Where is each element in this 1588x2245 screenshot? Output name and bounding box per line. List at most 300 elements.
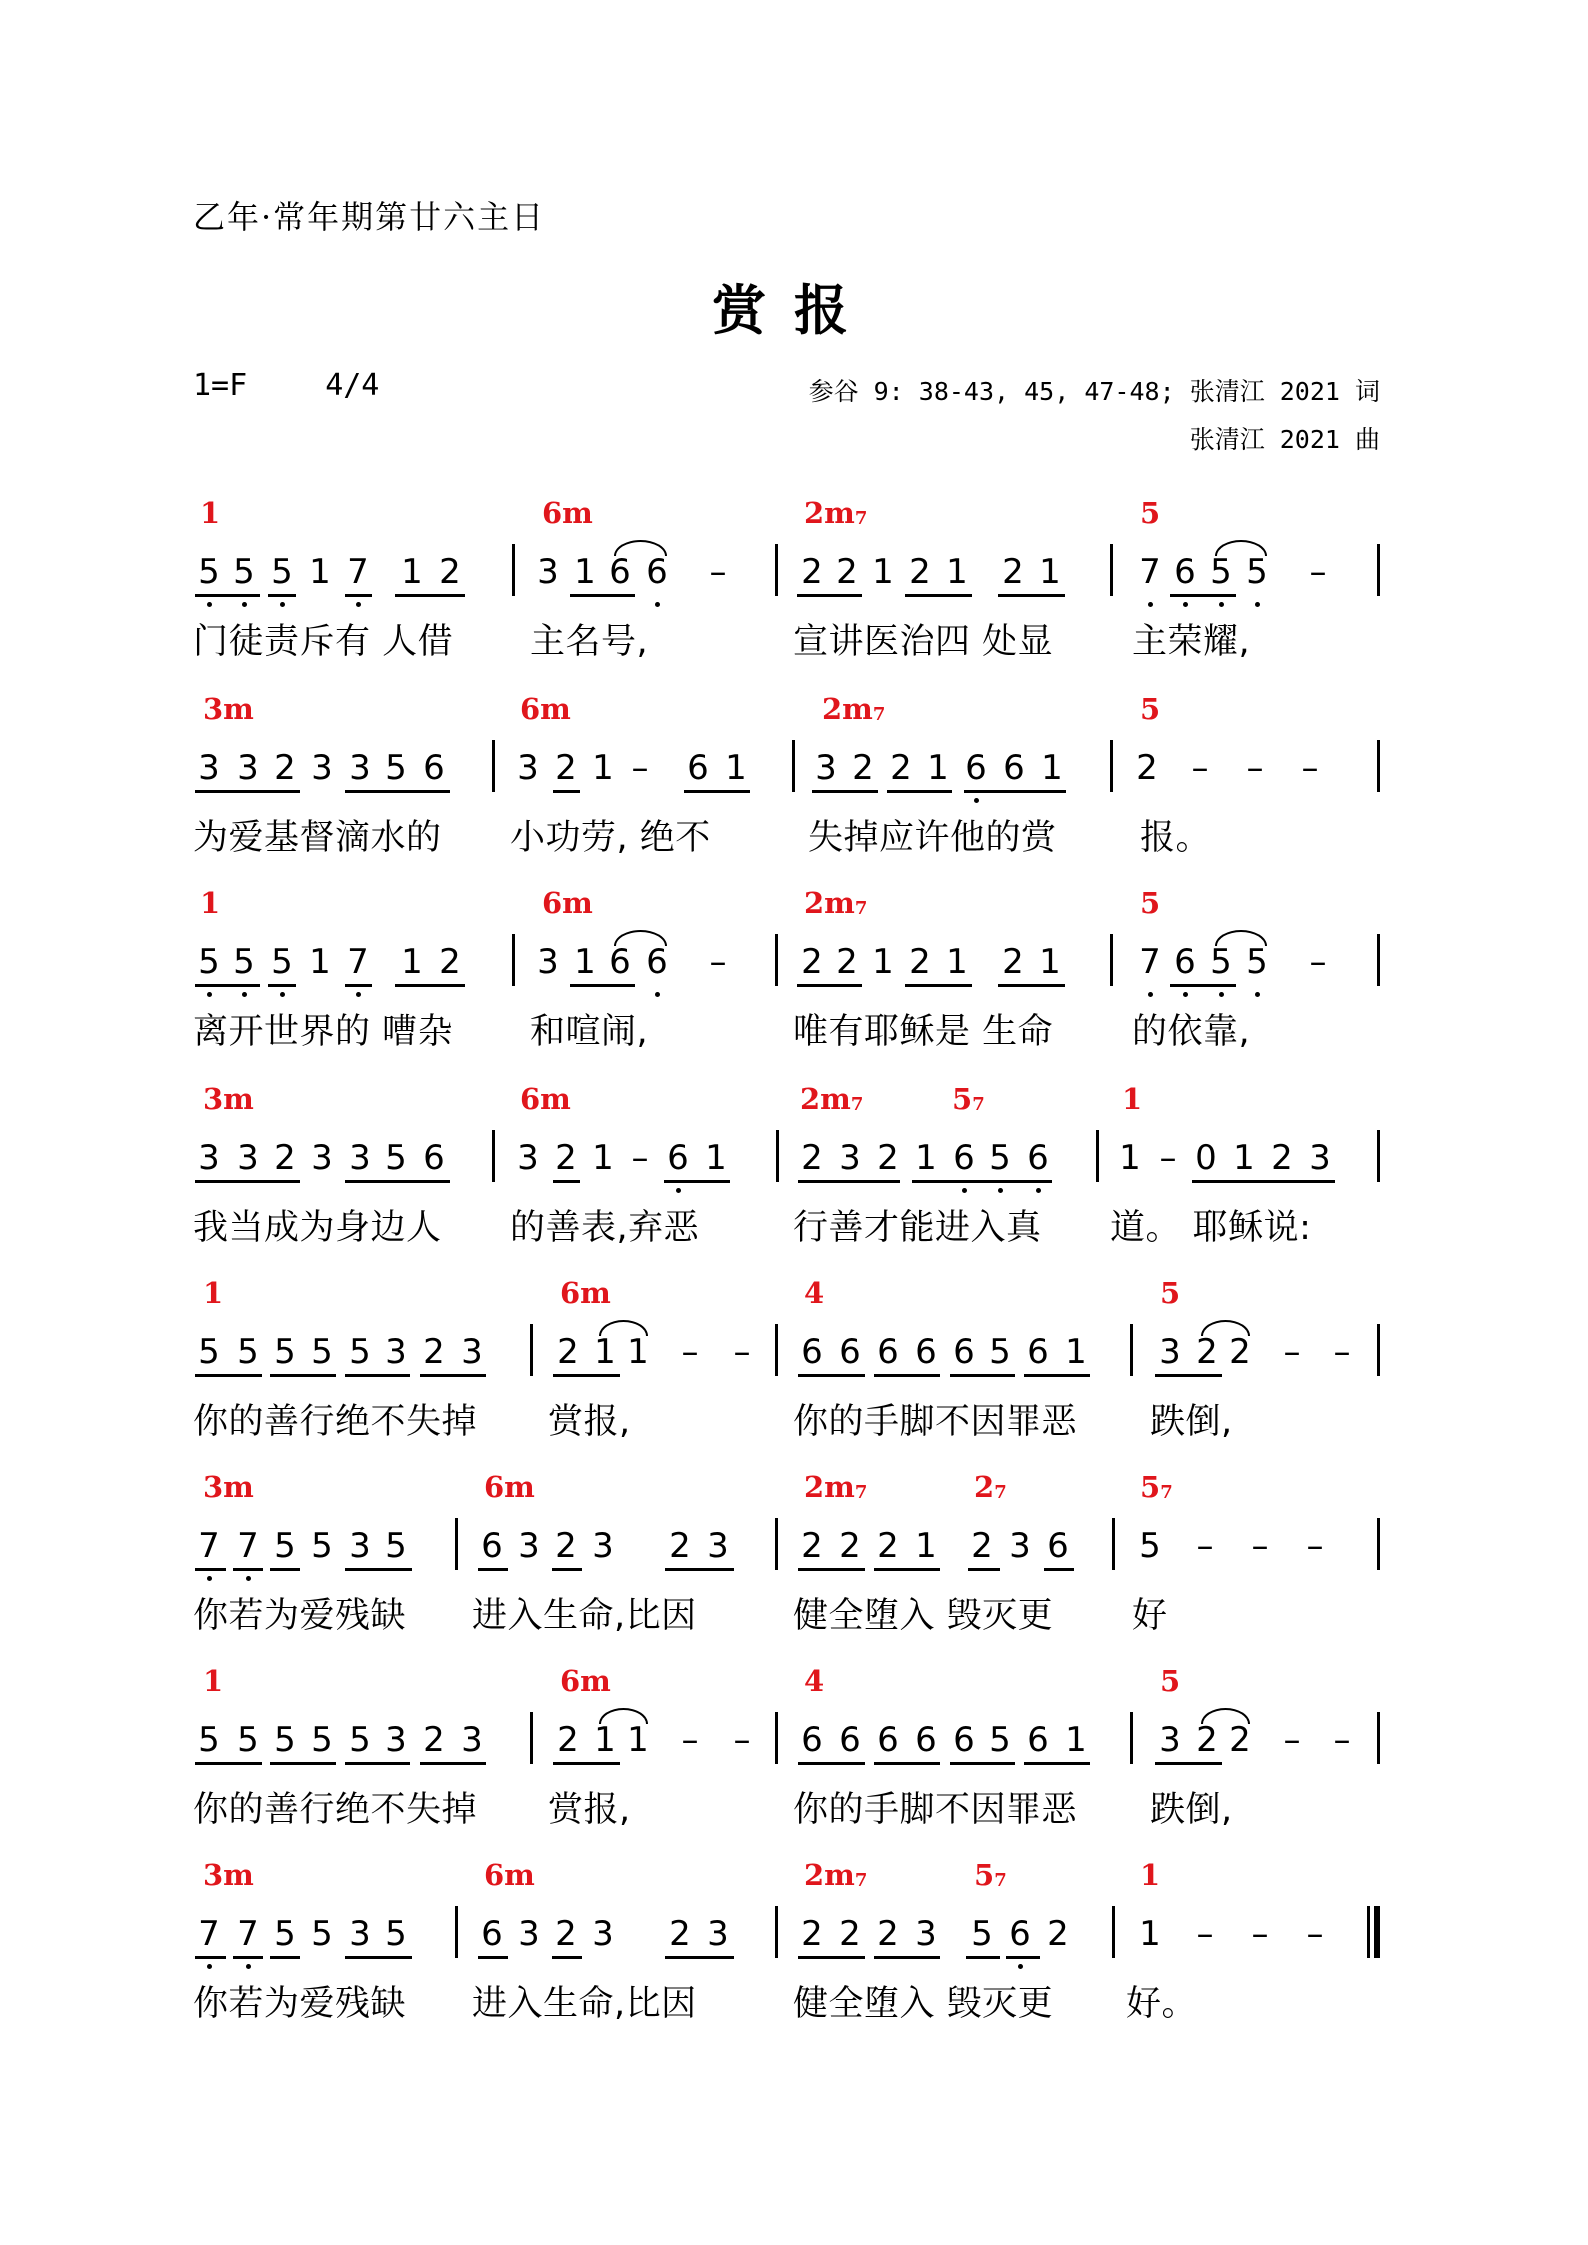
note-digit: 7 [198, 1526, 220, 1566]
beam-underline [345, 1374, 410, 1377]
note-digit: 2 [555, 748, 577, 788]
lyric-text: 赏报, [548, 1790, 631, 1830]
chord-seventh: 7 [994, 1870, 1007, 1891]
chord-symbol: $2m_7$ [822, 692, 886, 726]
note-digit: 5 [198, 1720, 220, 1760]
beam-underline [665, 1568, 734, 1571]
lyric-text: 唯有耶稣是 生命 [793, 1012, 1054, 1052]
note-digit: 2 [423, 1332, 445, 1372]
note-digit: 6 [667, 1138, 689, 1178]
note-digit: 6 [423, 1138, 445, 1178]
beam-underline [887, 790, 952, 793]
note-digit: 5 [1246, 942, 1268, 982]
bar-line [1367, 1906, 1370, 1958]
chord-symbol: 1 [200, 496, 221, 530]
beam-underline [345, 594, 372, 597]
chord-symbol: $2m_7$ [804, 496, 868, 530]
beam-underline [195, 594, 260, 597]
chord-symbol: 1 [203, 1664, 224, 1698]
dash-extension: – [1283, 1332, 1301, 1372]
music-credit: 张清江 2021 曲 [1189, 425, 1380, 454]
note-digit: 2 [1002, 552, 1024, 592]
chord-symbol: 1 [1122, 1082, 1143, 1116]
note-digit: 2 [557, 1332, 579, 1372]
bar-line [1110, 740, 1113, 792]
beam-underline [964, 790, 1066, 793]
note-digit: 2 [555, 1138, 577, 1178]
bar-line [792, 740, 795, 792]
note-digit: 6 [953, 1332, 975, 1372]
note-digit: 3 [518, 1914, 540, 1954]
note-digit: 3 [537, 552, 559, 592]
chord-seventh: 7 [854, 1482, 868, 1503]
chord-seventh: 7 [854, 508, 868, 529]
lyric-text: 进入生命,比因 [472, 1984, 697, 2024]
dash-extension: – [709, 942, 727, 982]
beam-underline [345, 790, 450, 793]
note-digit: 2 [423, 1720, 445, 1760]
dash-extension: – [1309, 552, 1327, 592]
lyric-text: 报。 [1140, 818, 1212, 858]
beam-underline [998, 984, 1065, 987]
note-digit: 6 [953, 1720, 975, 1760]
note-digit: 1 [1039, 552, 1061, 592]
hymn-title: 赏报 [712, 279, 876, 342]
octave-dot-below [246, 1964, 251, 1969]
note-digit: 1 [1119, 1138, 1141, 1178]
note-digit: 2 [801, 1138, 823, 1178]
note-digit: 3 [1309, 1138, 1331, 1178]
note-digit: 5 [349, 1332, 371, 1372]
note-digit: 1 [872, 552, 894, 592]
note-digit: 1 [1041, 748, 1063, 788]
note-digit: 7 [1139, 942, 1161, 982]
octave-dot-below [998, 1188, 1003, 1193]
note-digit: 5 [311, 1332, 333, 1372]
note-digit: 6 [1027, 1332, 1049, 1372]
bar-line [512, 544, 515, 596]
dash-extension: – [1159, 1138, 1177, 1178]
chord-symbol: 6m [560, 1664, 611, 1698]
note-digit: 2 [669, 1914, 691, 1954]
beam-underline [268, 984, 296, 987]
octave-dot-below [974, 798, 979, 803]
chord-symbol: $5_7$ [952, 1082, 985, 1116]
note-digit: 1 [594, 1332, 616, 1372]
note-digit: 3 [1009, 1526, 1031, 1566]
chord-symbol: $5_7$ [974, 1858, 1007, 1892]
beam-underline [195, 1762, 262, 1765]
note-digit: 5 [274, 1914, 296, 1954]
octave-dot-below [1219, 602, 1224, 607]
lyric-text: 离开世界的 嘈杂 [193, 1012, 454, 1052]
octave-dot-below [655, 602, 660, 607]
note-digit: 2 [274, 748, 296, 788]
bar-line [775, 1712, 778, 1764]
bar-line [530, 1324, 533, 1376]
note-digit: 5 [385, 748, 407, 788]
note-digit: 6 [1047, 1526, 1069, 1566]
note-digit: 2 [801, 1914, 823, 1954]
note-digit: 3 [1159, 1720, 1181, 1760]
note-digit: 3 [592, 1914, 614, 1954]
note-digit: 5 [237, 1720, 259, 1760]
octave-dot-below [280, 602, 285, 607]
note-digit: 3 [707, 1914, 729, 1954]
note-digit: 3 [461, 1332, 483, 1372]
beam-underline [345, 1180, 450, 1183]
note-digit: 1 [1039, 942, 1061, 982]
bar-line [1130, 1324, 1133, 1376]
beam-underline [478, 1568, 508, 1571]
note-digit: 2 [1229, 1720, 1251, 1760]
chord-symbol: 5 [1160, 1664, 1181, 1698]
note-digit: 3 [349, 1526, 371, 1566]
note-digit: 1 [1233, 1138, 1255, 1178]
note-digit: 3 [1159, 1332, 1181, 1372]
beam-underline [1155, 1374, 1222, 1377]
chord-symbol: 4 [804, 1664, 825, 1698]
note-digit: 6 [423, 748, 445, 788]
beam-underline [553, 1180, 580, 1183]
dash-extension: – [1251, 1526, 1269, 1566]
tie-slur [1201, 1708, 1250, 1724]
chord-symbol: $5_7$ [1140, 1470, 1173, 1504]
octave-dot-below [1219, 992, 1224, 997]
beam-underline [270, 1956, 300, 1959]
time-signature: 4/4 [325, 368, 380, 403]
hymn-subtitle: 乙年·常年期第廿六主日 [193, 198, 546, 236]
note-digit: 2 [836, 942, 858, 982]
dash-extension: – [1333, 1720, 1351, 1760]
note-digit: 6 [1009, 1914, 1031, 1954]
lyric-text: 健全堕入 毁灭更 [793, 1596, 1054, 1636]
beam-underline [195, 984, 260, 987]
beam-underline [268, 594, 296, 597]
chord-symbol: 1 [1140, 1858, 1161, 1892]
note-digit: 1 [915, 1138, 937, 1178]
note-digit: 2 [669, 1526, 691, 1566]
beam-underline [552, 1568, 582, 1571]
key-signature: 1=F [193, 368, 248, 403]
lyric-text: 健全堕入 毁灭更 [793, 1984, 1054, 2024]
dash-extension: – [733, 1332, 751, 1372]
bar-line [1112, 1906, 1115, 1958]
octave-dot-below [1018, 1964, 1023, 1969]
note-digit: 2 [909, 552, 931, 592]
beam-underline [553, 1374, 620, 1377]
note-digit: 2 [971, 1526, 993, 1566]
beam-underline [798, 1762, 865, 1765]
note-digit: 6 [801, 1720, 823, 1760]
note-digit: 5 [274, 1526, 296, 1566]
note-digit: 1 [592, 748, 614, 788]
chord-symbol: 6m [520, 692, 571, 726]
note-digit: 3 [518, 1526, 540, 1566]
octave-dot-below [1183, 602, 1188, 607]
note-digit: 5 [1246, 552, 1268, 592]
dash-extension: – [681, 1332, 699, 1372]
beam-underline [812, 790, 878, 793]
note-digit: 0 [1195, 1138, 1217, 1178]
octave-dot-below [1255, 992, 1260, 997]
chord-symbol: 3m [203, 1470, 254, 1504]
beam-underline [664, 1180, 730, 1183]
note-digit: 5 [233, 942, 255, 982]
beam-underline [233, 1956, 263, 1959]
beam-underline [420, 1374, 486, 1377]
lyric-text: 的依靠, [1132, 1012, 1251, 1052]
tie-slur [1215, 540, 1267, 556]
note-digit: 3 [311, 748, 333, 788]
beam-underline [195, 1956, 226, 1959]
note-digit: 6 [609, 552, 631, 592]
note-digit: 3 [349, 1138, 371, 1178]
chord-symbol: 5 [1140, 886, 1161, 920]
beam-underline [195, 1180, 300, 1183]
bar-line [1110, 934, 1113, 986]
note-digit: 6 [877, 1332, 899, 1372]
note-digit: 2 [1196, 1332, 1218, 1372]
dash-extension: – [1251, 1914, 1269, 1954]
note-digit: 5 [385, 1138, 407, 1178]
beam-underline [1155, 1762, 1222, 1765]
chord-symbol: $2m_7$ [804, 886, 868, 920]
note-digit: 2 [557, 1720, 579, 1760]
note-digit: 5 [198, 942, 220, 982]
note-digit: 5 [271, 552, 293, 592]
chord-seventh: 7 [872, 704, 886, 725]
note-digit: 6 [1027, 1720, 1049, 1760]
beam-underline [195, 790, 300, 793]
beam-underline [1006, 1956, 1040, 1959]
note-digit: 1 [309, 552, 331, 592]
chord-symbol: $2m_7$ [804, 1470, 868, 1504]
octave-dot-below [207, 1964, 212, 1969]
note-digit: 2 [852, 748, 874, 788]
lyric-text: 你的善行绝不失掉 [193, 1402, 478, 1442]
beam-underline [797, 984, 862, 987]
dash-extension: – [1196, 1526, 1214, 1566]
note-digit: 5 [271, 942, 293, 982]
octave-dot-below [207, 1576, 212, 1581]
note-digit: 5 [385, 1914, 407, 1954]
note-digit: 5 [198, 552, 220, 592]
beam-underline [1024, 1374, 1090, 1377]
beam-underline [1044, 1568, 1074, 1571]
octave-dot-below [1148, 992, 1153, 997]
note-digit: 2 [877, 1914, 899, 1954]
note-digit: 1 [705, 1138, 727, 1178]
note-digit: 5 [274, 1332, 296, 1372]
note-digit: 6 [915, 1332, 937, 1372]
note-digit: 2 [555, 1526, 577, 1566]
beam-underline [553, 790, 580, 793]
note-digit: 1 [872, 942, 894, 982]
beam-underline [968, 1568, 1000, 1571]
beam-underline [233, 1568, 263, 1571]
note-digit: 5 [198, 1332, 220, 1372]
dash-extension: – [1309, 942, 1327, 982]
octave-dot-below [356, 602, 361, 607]
note-digit: 6 [609, 942, 631, 982]
chord-symbol: $2m_7$ [804, 1858, 868, 1892]
note-digit: 5 [349, 1720, 371, 1760]
bar-line [530, 1712, 533, 1764]
note-digit: 3 [349, 1914, 371, 1954]
final-bar-line [1374, 1906, 1380, 1958]
dash-extension: – [1283, 1720, 1301, 1760]
bar-line [775, 1906, 778, 1958]
bar-line [1377, 934, 1380, 986]
bar-line [776, 1130, 779, 1182]
note-digit: 6 [1027, 1138, 1049, 1178]
note-digit: 7 [347, 552, 369, 592]
note-digit: 6 [687, 748, 709, 788]
note-digit: 6 [1174, 942, 1196, 982]
lyric-text: 进入生命,比因 [472, 1596, 697, 1636]
octave-dot-below [1183, 992, 1188, 997]
chord-seventh: 7 [994, 1482, 1007, 1503]
dash-extension: – [1306, 1914, 1324, 1954]
beam-underline [552, 1956, 582, 1959]
note-digit: 1 [1065, 1332, 1087, 1372]
note-digit: 3 [592, 1526, 614, 1566]
beam-underline [345, 1568, 412, 1571]
note-digit: 3 [237, 1138, 259, 1178]
dash-extension: – [1301, 748, 1319, 788]
bar-line [492, 1130, 495, 1182]
bar-line [1377, 1130, 1380, 1182]
beam-underline [395, 984, 465, 987]
beam-underline [345, 984, 372, 987]
note-digit: 7 [1139, 552, 1161, 592]
chord-symbol: 6m [542, 886, 593, 920]
note-digit: 2 [1047, 1914, 1069, 1954]
chord-seventh: 7 [854, 898, 868, 919]
beam-underline [570, 984, 635, 987]
lyric-text: 主荣耀, [1132, 622, 1251, 662]
note-digit: 6 [481, 1526, 503, 1566]
beam-underline [570, 594, 635, 597]
note-digit: 2 [1196, 1720, 1218, 1760]
chord-symbol: 6m [520, 1082, 571, 1116]
note-digit: 3 [517, 748, 539, 788]
beam-underline [665, 1956, 734, 1959]
note-digit: 1 [574, 552, 596, 592]
chord-seventh: 7 [1160, 1482, 1173, 1503]
chord-seventh: 7 [854, 1870, 868, 1891]
octave-dot-below [280, 992, 285, 997]
note-digit: 2 [1229, 1332, 1251, 1372]
lyric-text: 道。 耶稣说: [1110, 1208, 1312, 1248]
note-digit: 6 [839, 1332, 861, 1372]
note-digit: 5 [971, 1914, 993, 1954]
octave-dot-below [676, 1188, 681, 1193]
lyric-text: 主名号, [530, 622, 649, 662]
lyric-text: 失掉应许他的赏 [808, 818, 1057, 858]
note-digit: 2 [439, 552, 461, 592]
note-digit: 6 [1003, 748, 1025, 788]
beam-underline [478, 1956, 508, 1959]
note-digit: 3 [349, 748, 371, 788]
octave-dot-below [655, 992, 660, 997]
note-digit: 2 [1271, 1138, 1293, 1178]
beam-underline [950, 1374, 1015, 1377]
octave-dot-below [962, 1188, 967, 1193]
note-digit: 3 [385, 1720, 407, 1760]
note-digit: 2 [801, 552, 823, 592]
octave-dot-below [242, 602, 247, 607]
dash-extension: – [1306, 1526, 1324, 1566]
note-digit: 1 [1065, 1720, 1087, 1760]
chord-symbol: 3m [203, 1082, 254, 1116]
beam-underline [797, 594, 862, 597]
lyric-text: 和喧闹, [530, 1012, 649, 1052]
lyric-text: 跌倒, [1150, 1790, 1233, 1830]
note-digit: 1 [594, 1720, 616, 1760]
dash-extension: – [1196, 1914, 1214, 1954]
note-digit: 2 [877, 1138, 899, 1178]
octave-dot-below [1036, 1188, 1041, 1193]
note-digit: 6 [877, 1720, 899, 1760]
note-digit: 7 [347, 942, 369, 982]
beam-underline [1024, 1762, 1090, 1765]
note-digit: 2 [801, 1526, 823, 1566]
beam-underline [420, 1762, 486, 1765]
dash-extension: – [733, 1720, 751, 1760]
note-digit: 3 [385, 1332, 407, 1372]
beam-underline [684, 790, 750, 793]
note-digit: 2 [839, 1914, 861, 1954]
note-digit: 3 [461, 1720, 483, 1760]
note-digit: 5 [989, 1332, 1011, 1372]
note-digit: 5 [237, 1332, 259, 1372]
note-digit: 1 [915, 1526, 937, 1566]
lyrics-credit: 参谷 9: 38-43, 45, 47-48; 张清江 2021 词 [808, 377, 1380, 406]
note-digit: 1 [627, 1720, 649, 1760]
octave-dot-below [1255, 602, 1260, 607]
note-digit: 3 [311, 1138, 333, 1178]
bar-line [455, 1518, 458, 1570]
chord-symbol: 5 [1140, 496, 1161, 530]
note-digit: 7 [237, 1526, 259, 1566]
bar-line [775, 1324, 778, 1376]
note-digit: 3 [537, 942, 559, 982]
beam-underline [798, 1956, 865, 1959]
beam-underline [874, 1568, 940, 1571]
beam-underline [1192, 1180, 1335, 1183]
bar-line [1377, 1712, 1380, 1764]
note-digit: 2 [439, 942, 461, 982]
tie-slur [1201, 1320, 1250, 1336]
octave-dot-below [242, 992, 247, 997]
beam-underline [874, 1956, 940, 1959]
tie-slur [614, 930, 667, 946]
bar-line [775, 1518, 778, 1570]
lyric-text: 我当成为身边人 [193, 1208, 442, 1248]
beam-underline [950, 1762, 1015, 1765]
bar-line [1130, 1712, 1133, 1764]
note-digit: 1 [725, 748, 747, 788]
beam-underline [798, 1568, 865, 1571]
lyric-text: 你的善行绝不失掉 [193, 1790, 478, 1830]
note-digit: 6 [953, 1138, 975, 1178]
dash-extension: – [1333, 1332, 1351, 1372]
chord-symbol: 3m [203, 1858, 254, 1892]
note-digit: 5 [1210, 552, 1232, 592]
bar-line [455, 1906, 458, 1958]
